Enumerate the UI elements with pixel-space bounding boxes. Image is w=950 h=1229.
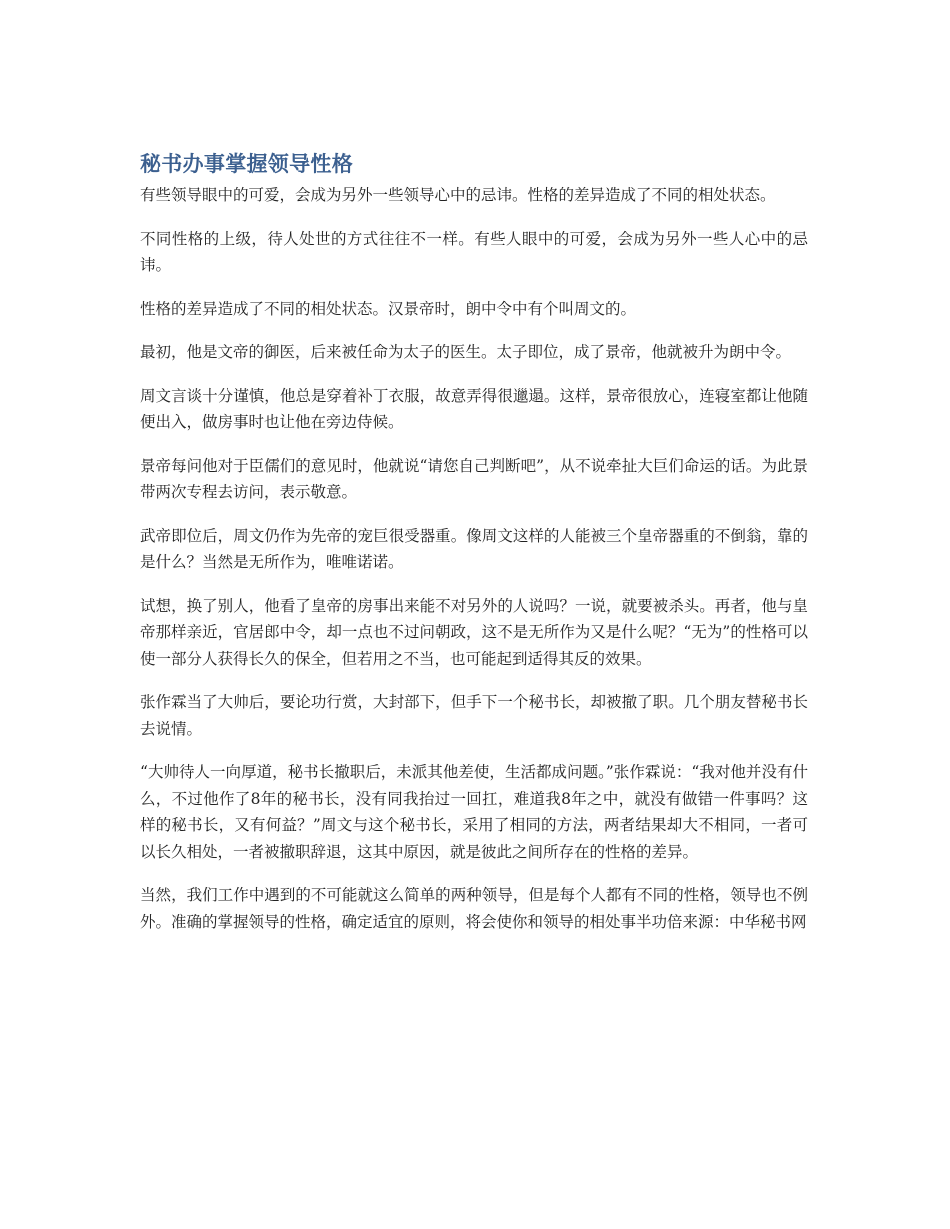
paragraph-8: 试想，换了别人，他看了皇帝的房事出来能不对另外的人说吗？一说，就要被杀头。再者，他与皇帝那样亲近，官居郎中令，却一点也不过问朝政，这不是无所作为又是什么呢？“无为”的性格可以使一部分人获得长久的保全，但若用之不当，也可能起到适得其反的效果。 bbox=[140, 596, 808, 668]
paragraph-3: 性格的差异造成了不同的相处状态。汉景帝时，朗中令中有个叫周文的。 bbox=[140, 299, 637, 318]
document-page bbox=[140, 148, 808, 935]
paragraph-5: 周文言谈十分谨慎，他总是穿着补丁衣服，故意弄得很邋遢。这样，景帝很放心，连寝室都让他随便出入，做房事时也让他在旁边侍候。 bbox=[140, 386, 808, 431]
document-title: 秘书办事掌握领导性格 bbox=[140, 152, 353, 176]
paragraph-6: 景帝每问他对于臣儒们的意见时，他就说“请您自己判断吧”，从不说牵扯大巨们命运的话。为此景带两次专程去访问，表示敬意。 bbox=[140, 456, 808, 501]
paragraph-2: 不同性格的上级，待人处世的方式往往不一样。有些人眼中的可爱，会成为另外一些人心中的忌讳。 bbox=[140, 229, 808, 274]
paragraph-1: 有些领导眼中的可爱，会成为另外一些领导心中的忌讳。性格的差异造成了不同的相处状态。 bbox=[140, 186, 776, 204]
paragraph-10: “大帅待人一向厚道，秘书长撤职后，未派其他差使，生活都成问题。”张作霖说：“我对他并没有什么，不过他作了8年的秘书长，没有同我抬过一回扛，难道我8年之中，就没有做错一件事吗？这样的秘书长，又有何益？”周文与这个秘书长，采用了相同的方法，两者结果却大不相同，一者可以长久相处，一者被撤职辞退，这其中原因，就是彼此之间所存在的性格的差异。 bbox=[140, 763, 808, 861]
paragraph-11: 当然，我们工作中遇到的不可能就这么简单的两种领导，但是每个人都有不同的性格，领导也不例外。准确的掌握领导的性格，确定适宜的原则，将会使你和领导的相处事半功倍来源：中华秘书网 bbox=[140, 886, 808, 931]
paragraph-9: 张作霖当了大帅后，要论功行赏，大封部下，但手下一个秘书长，却被撤了职。几个朋友替秘书长去说情。 bbox=[140, 693, 808, 738]
paragraph-7: 武帝即位后，周文仍作为先帝的宠巨很受器重。像周文这样的人能被三个皇帝器重的不倒翁，靠的是什么？当然是无所作为，唯唯诺诺。 bbox=[140, 526, 808, 571]
paragraph-4: 最初，他是文帝的御医，后来被任命为太子的医生。太子即位，成了景帝，他就被升为朗中令。 bbox=[140, 343, 792, 361]
